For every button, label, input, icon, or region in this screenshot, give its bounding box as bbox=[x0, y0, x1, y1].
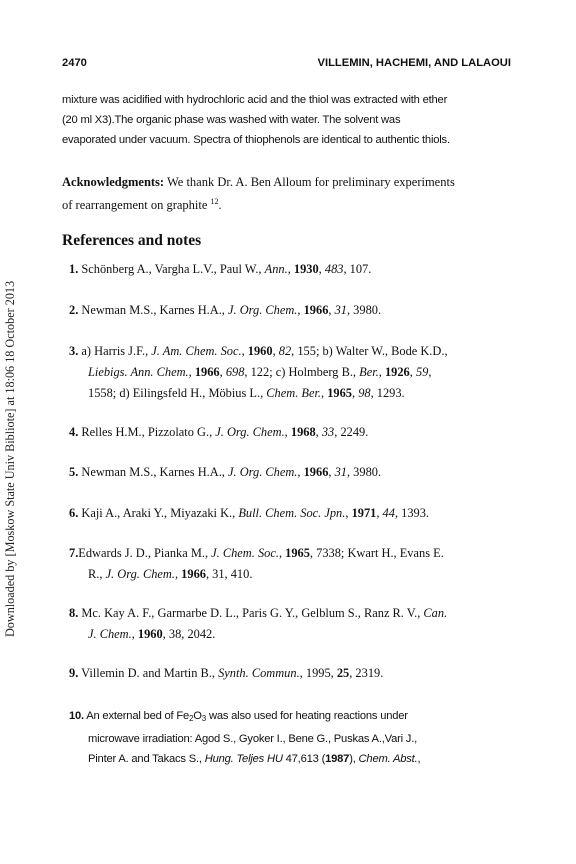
reference-text: R., bbox=[88, 567, 106, 581]
reference-text: Kaji A., Araki Y., Miyazaki K., bbox=[78, 506, 239, 520]
acknowledgments-text: of rearrangement on graphite bbox=[62, 198, 211, 212]
reference-number: 8. bbox=[69, 606, 79, 620]
reference-number: 7. bbox=[69, 546, 79, 560]
reference-volume: 31 bbox=[334, 465, 347, 479]
reference-text: , bbox=[417, 753, 421, 765]
reference-number: 3. bbox=[69, 344, 79, 358]
reference-volume: 82 bbox=[278, 344, 292, 358]
reference-line bbox=[69, 729, 521, 749]
paragraph-line: mixture was acidified with hydrochloric acid and the thiol was extracted with ether bbox=[62, 94, 448, 106]
reference-8 bbox=[69, 603, 521, 645]
journal-name: J. Org. Chem. bbox=[228, 465, 298, 479]
reference-year: 1965 bbox=[285, 546, 310, 560]
reference-year: 1926 bbox=[384, 365, 410, 379]
reference-line bbox=[69, 603, 521, 624]
reference-text: , bbox=[351, 386, 359, 400]
reference-volume: 44 bbox=[382, 506, 395, 520]
journal-name: Chem. Ber. bbox=[266, 386, 321, 400]
reference-6 bbox=[69, 503, 521, 524]
reference-year: 1966 bbox=[303, 303, 329, 317]
reference-text: , bbox=[272, 344, 279, 358]
reference-year: 1960 bbox=[247, 344, 273, 358]
journal-name: Hung. Teljes HU bbox=[204, 753, 283, 765]
reference-text: Relles H.M., Pizzolato G., bbox=[78, 425, 216, 439]
reference-text: , bbox=[318, 262, 325, 276]
reference-text: , 3980. bbox=[346, 303, 382, 317]
reference-line bbox=[69, 383, 521, 404]
reference-line bbox=[69, 749, 521, 769]
journal-name: J. Org. Chem. bbox=[105, 567, 175, 581]
reference-text: Edwards J. D., Pianka M., bbox=[78, 546, 212, 560]
reference-volume: 698 bbox=[225, 365, 245, 379]
reference-2 bbox=[69, 300, 521, 321]
journal-name: Chem. Abst. bbox=[358, 753, 418, 765]
journal-name: J. Org. Chem. bbox=[228, 303, 298, 317]
reference-year: 1966 bbox=[303, 465, 329, 479]
paragraph-line: (20 ml X3).The organic phase was washed with water. The solvent was bbox=[62, 114, 401, 126]
journal-name: Liebigs. Ann. Chem. bbox=[88, 365, 189, 379]
reference-5 bbox=[69, 462, 521, 483]
journal-name: J. Am. Chem. Soc. bbox=[151, 344, 242, 358]
journal-name: Can. bbox=[423, 606, 448, 620]
reference-text: , bbox=[188, 365, 195, 379]
reference-text: , bbox=[428, 365, 432, 379]
acknowledgments-text: . bbox=[218, 198, 222, 212]
acknowledgments-label: Acknowledgments: bbox=[62, 175, 165, 189]
paragraph-line: evaporated under vacuum. Spectra of thiophenols are identical to authentic thiols. bbox=[62, 134, 450, 146]
reference-text: a) Harris J.F., bbox=[78, 344, 152, 358]
reference-number: 6. bbox=[69, 506, 79, 520]
reference-text: Mc. Kay A. F., Garmarbe D. L., Paris G. Y., Gelblum S., Ranz R. V., bbox=[78, 606, 424, 620]
reference-4 bbox=[69, 422, 521, 443]
reference-text: , 1293. bbox=[370, 386, 405, 400]
reference-volume: 98 bbox=[358, 386, 371, 400]
reference-superscript: 12 bbox=[210, 197, 219, 206]
reference-text: , bbox=[297, 465, 304, 479]
running-header-authors: VILLEMIN, HACHEMI, AND LALAOUI bbox=[317, 57, 511, 69]
references-heading: References and notes bbox=[62, 232, 202, 249]
reference-text: Pinter A. and Takacs S., bbox=[88, 753, 205, 765]
reference-text: , bbox=[409, 365, 416, 379]
reference-text: , bbox=[278, 546, 286, 560]
download-watermark bbox=[0, 237, 20, 637]
reference-year: 1971 bbox=[351, 506, 377, 520]
reference-number: 4. bbox=[69, 425, 79, 439]
experimental-paragraph bbox=[62, 90, 514, 150]
reference-1 bbox=[69, 259, 521, 280]
reference-text: Newman M.S., Karnes H.A., bbox=[78, 465, 228, 479]
reference-line bbox=[69, 543, 521, 564]
reference-text: Newman M.S., Karnes H.A., bbox=[78, 303, 228, 317]
reference-text: , bbox=[378, 365, 385, 379]
reference-line bbox=[69, 624, 521, 645]
reference-text: 1558; d) Eilingsfeld H., Möbius L., bbox=[88, 386, 267, 400]
journal-name: J. Chem. bbox=[88, 627, 132, 641]
reference-year: 1966 bbox=[181, 567, 206, 581]
reference-text: , bbox=[219, 365, 226, 379]
reference-text: , 122; c) Holmberg B., bbox=[244, 365, 360, 379]
reference-text: , 1995, bbox=[299, 666, 337, 680]
reference-text: , 2249. bbox=[334, 425, 369, 439]
reference-text: Villemin D. and Martin B., bbox=[78, 666, 219, 680]
reference-7 bbox=[69, 543, 521, 585]
journal-name: Ber. bbox=[359, 365, 379, 379]
reference-text: Schönberg A., Vargha L.V., Paul W., bbox=[78, 262, 265, 276]
reference-10 bbox=[69, 706, 521, 769]
reference-text: was also used for heating reactions under bbox=[206, 710, 408, 722]
reference-volume: 33 bbox=[321, 425, 335, 439]
reference-text: , bbox=[287, 262, 294, 276]
reference-text: , bbox=[174, 567, 182, 581]
reference-text: , 107. bbox=[343, 262, 372, 276]
journal-name: J. Chem. Soc. bbox=[211, 546, 279, 560]
reference-year: 1987 bbox=[325, 753, 350, 765]
reference-text: , bbox=[376, 506, 383, 520]
reference-text: , bbox=[321, 386, 328, 400]
reference-text: , bbox=[241, 344, 248, 358]
reference-line bbox=[69, 362, 521, 383]
reference-text: microwave irradiation: Agod S., Gyoker I., Bene G., Puskas A.,Vari J., bbox=[88, 733, 418, 745]
reference-volume: 31 bbox=[334, 303, 347, 317]
reference-number: 9. bbox=[69, 666, 79, 680]
reference-text: , bbox=[328, 303, 335, 317]
reference-text: ), bbox=[349, 753, 359, 765]
reference-9 bbox=[69, 663, 521, 684]
page-number: 2470 bbox=[62, 57, 87, 69]
journal-name: Bull. Chem. Soc. Jpn. bbox=[238, 506, 346, 520]
reference-text: , 2319. bbox=[349, 666, 384, 680]
reference-text: , 38, 2042. bbox=[162, 627, 216, 641]
reference-volume: 483 bbox=[324, 262, 344, 276]
reference-text: , 155; b) Walter W., Bode K.D., bbox=[291, 344, 448, 358]
journal-name: Ann. bbox=[264, 262, 288, 276]
reference-text: , bbox=[284, 425, 291, 439]
reference-text: , 31, 410. bbox=[205, 567, 253, 581]
reference-year: 1930 bbox=[293, 262, 319, 276]
reference-year: 1968 bbox=[290, 425, 316, 439]
reference-text: , bbox=[131, 627, 138, 641]
journal-name: Synth. Commun. bbox=[218, 666, 300, 680]
reference-text: , 7338; Kwart H., Evans E. bbox=[309, 546, 444, 560]
chemical-subscript: 2 bbox=[189, 714, 194, 723]
download-watermark-text: Downloaded by [Moskow State Univ Bibliote] at 18:06 18 October 2013 bbox=[3, 280, 17, 637]
reference-text: , bbox=[328, 465, 335, 479]
reference-text: , bbox=[345, 506, 352, 520]
reference-text: 47,613 ( bbox=[282, 753, 326, 765]
reference-3 bbox=[69, 341, 521, 404]
chemical-subscript: 3 bbox=[201, 714, 207, 723]
reference-year: 1960 bbox=[137, 627, 163, 641]
reference-number: 10. bbox=[69, 710, 84, 722]
reference-text: , 3980. bbox=[346, 465, 382, 479]
reference-number: 1. bbox=[69, 262, 79, 276]
acknowledgments-text: We thank Dr. A. Ben Alloum for preliminary experiments bbox=[164, 175, 455, 189]
reference-line bbox=[69, 341, 521, 362]
reference-number: 2. bbox=[69, 303, 79, 317]
reference-year: 1966 bbox=[194, 365, 220, 379]
reference-text: An external bed of Fe bbox=[83, 710, 190, 722]
acknowledgments-line bbox=[62, 192, 522, 215]
reference-text: , bbox=[297, 303, 304, 317]
acknowledgments-line bbox=[62, 172, 522, 192]
reference-text: , bbox=[315, 425, 322, 439]
acknowledgments bbox=[62, 172, 522, 215]
reference-text: , 1393. bbox=[394, 506, 430, 520]
reference-year: 1965 bbox=[327, 386, 352, 400]
reference-volume: 25 bbox=[336, 666, 350, 680]
reference-number: 5. bbox=[69, 465, 79, 479]
reference-line bbox=[69, 564, 521, 585]
running-header bbox=[62, 57, 511, 75]
reference-volume: 59 bbox=[415, 365, 429, 379]
journal-name: J. Org. Chem. bbox=[215, 425, 285, 439]
reference-line bbox=[69, 706, 521, 729]
reference-text: O bbox=[193, 710, 202, 722]
